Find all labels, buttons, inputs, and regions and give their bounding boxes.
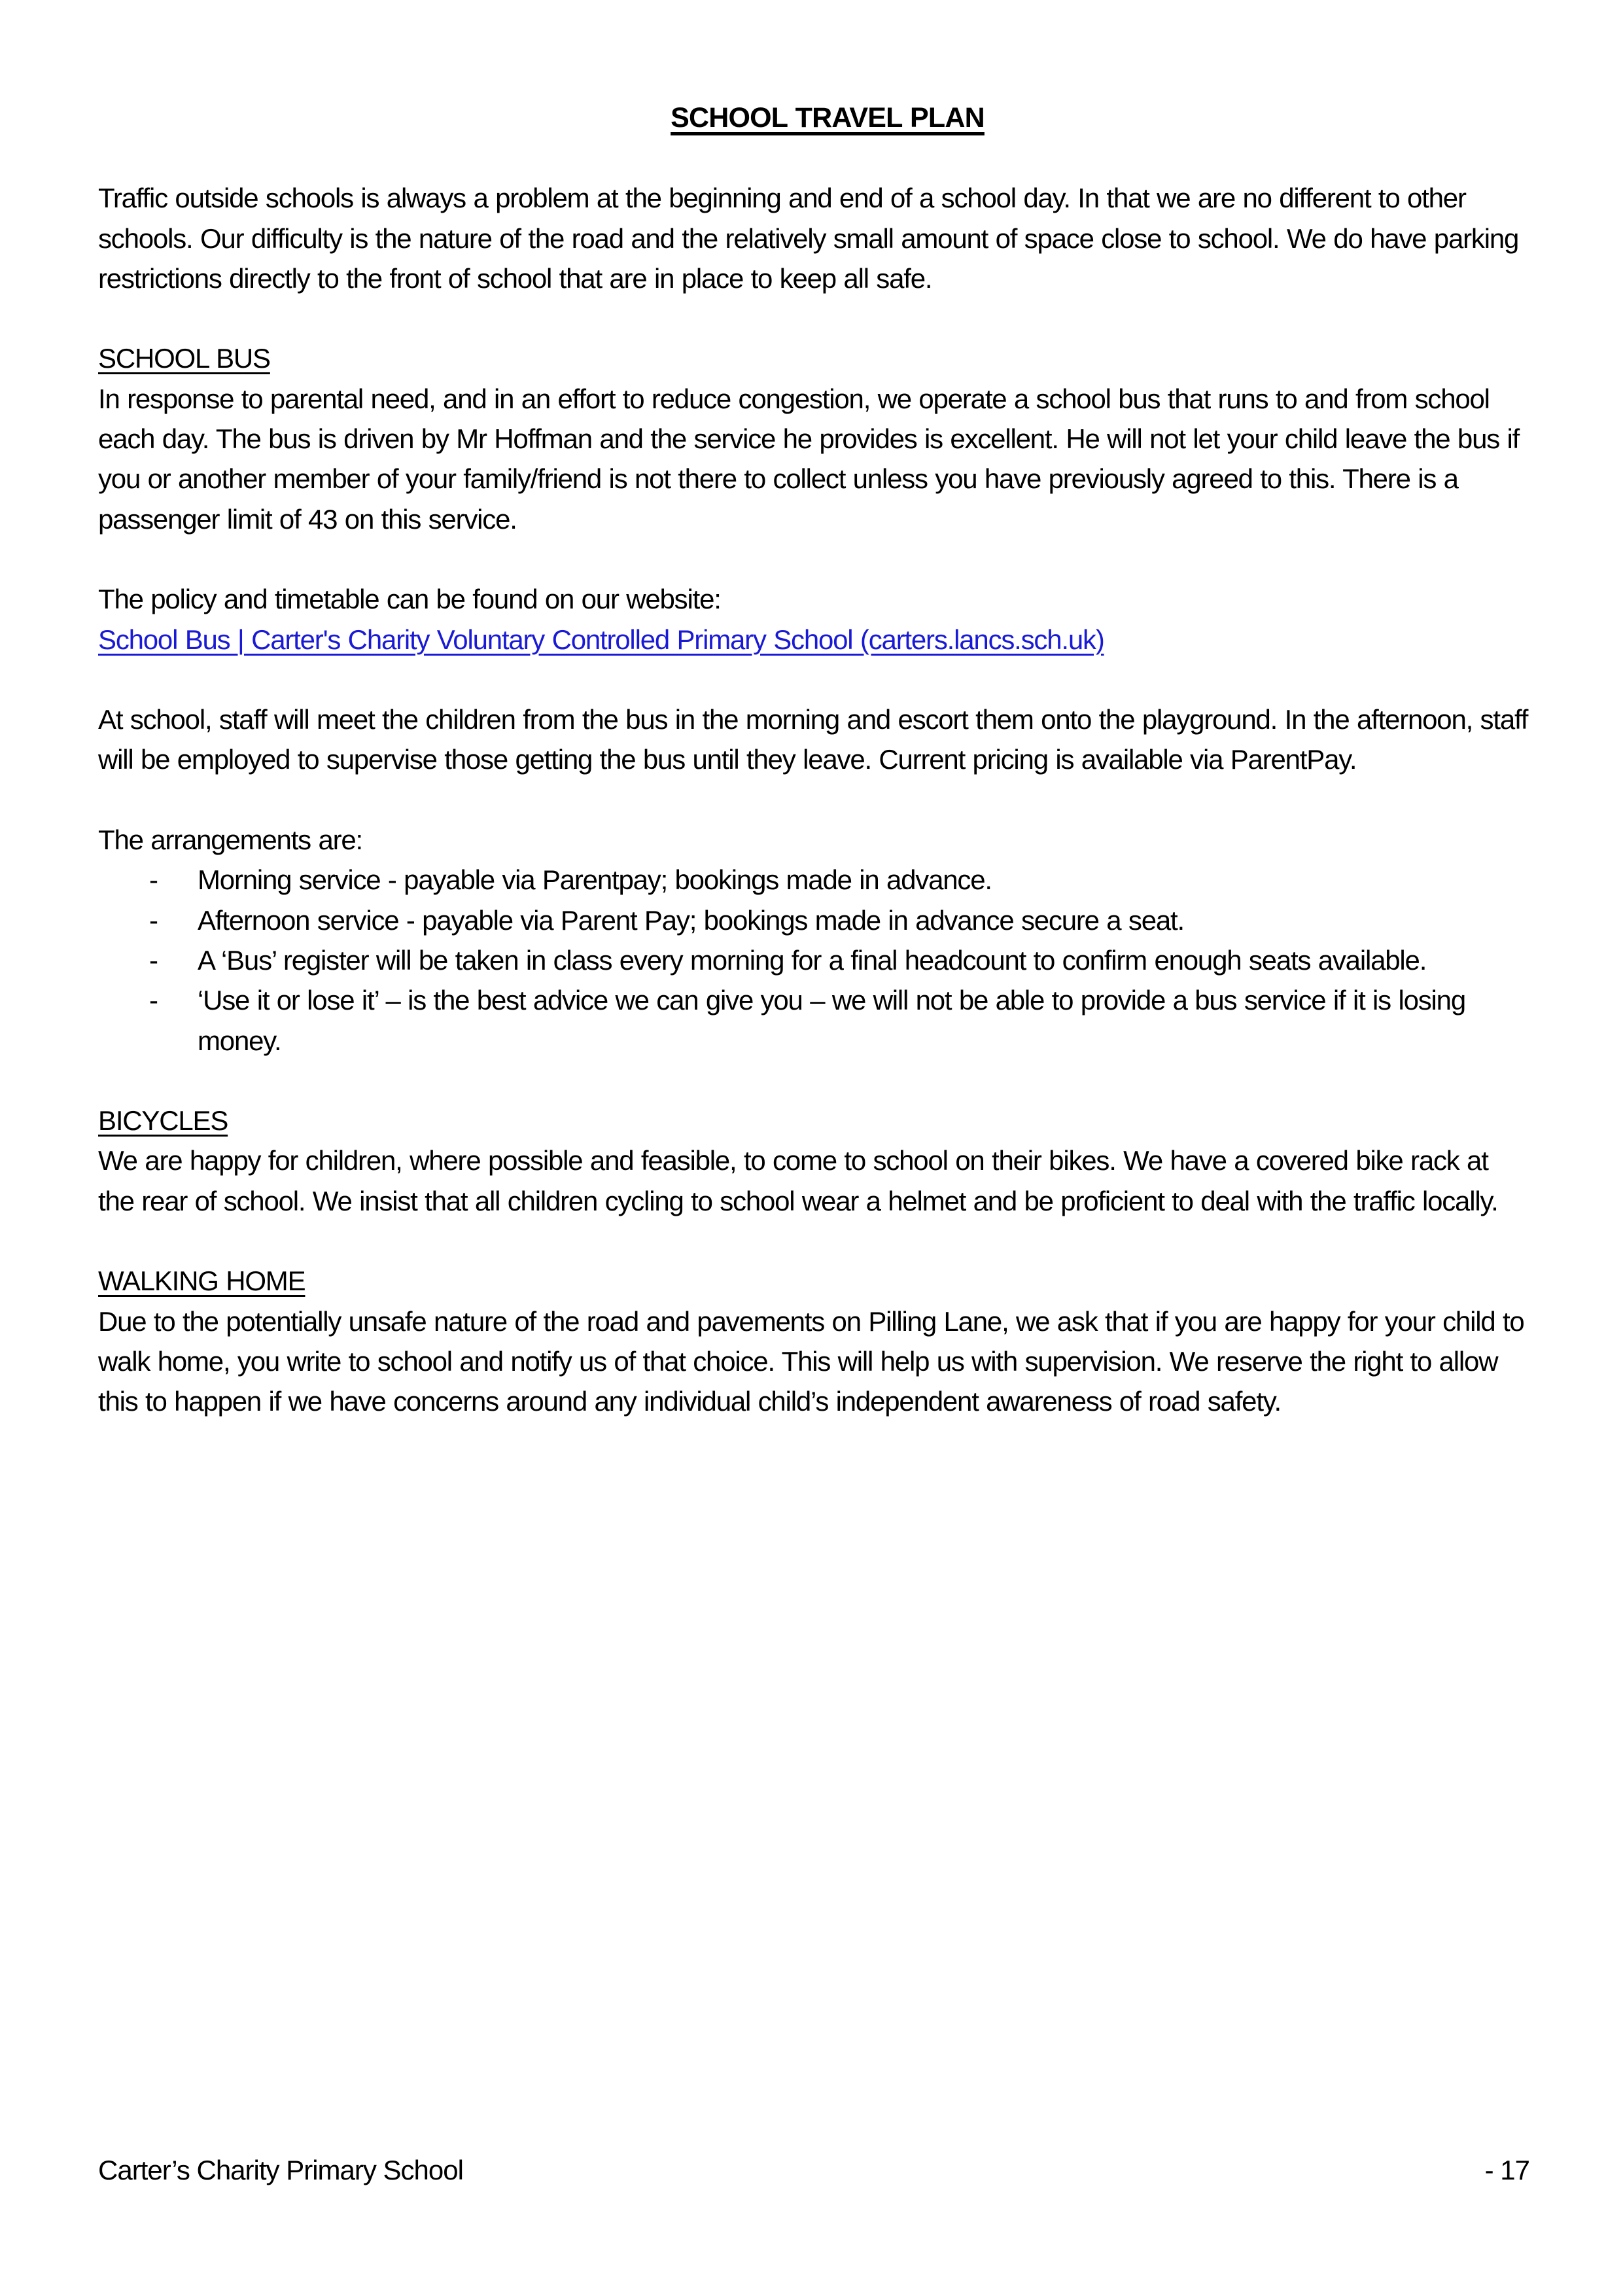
website-intro: The policy and timetable can be found on our website: bbox=[98, 584, 721, 615]
page-footer bbox=[98, 2155, 1529, 2186]
bicycles-heading: BICYCLES bbox=[98, 1105, 228, 1137]
spacer bbox=[98, 780, 1531, 820]
bicycles-section bbox=[98, 1101, 1531, 1221]
list-item-text: ‘Use it or lose it’ – is the best advice we can give you – we will not be able to provide a bus service if it is losing money. bbox=[198, 985, 1465, 1056]
spacer bbox=[98, 298, 1531, 338]
walking-home-section bbox=[98, 1261, 1531, 1421]
school-bus-section bbox=[98, 338, 1531, 1060]
dash-bullet-icon: - bbox=[149, 904, 158, 936]
school-bus-paragraph: In response to parental need, and in an effort to reduce congestion, we operate a school bus that runs to and from school each day. The bus is driven by Mr Hoffman and the service he provides is excellent. He will not let your child leave the bus if you or another member of your family/friend is not there to collect unless you have previously agreed to this. There is a passenger limit of 43 on this service. bbox=[98, 383, 1520, 535]
list-item bbox=[98, 940, 1531, 980]
intro-paragraph: Traffic outside schools is always a problem at the beginning and end of a school day. In that we are no different to other schools. Our difficulty is the nature of the road and the relatively small amount of space close to school. We do have parking restrictions directly to the front of school that are in place to keep all safe. bbox=[98, 183, 1519, 294]
list-item bbox=[98, 980, 1531, 1061]
dash-bullet-icon: - bbox=[149, 944, 158, 976]
page-title: SCHOOL TRAVEL PLAN bbox=[671, 102, 985, 133]
arrangements-intro: The arrangements are: bbox=[98, 824, 363, 856]
list-item-text: A ‘Bus’ register will be taken in class every morning for a final headcount to confirm enough seats available. bbox=[198, 944, 1427, 976]
list-item bbox=[98, 900, 1531, 940]
school-bus-heading: SCHOOL BUS bbox=[98, 343, 270, 374]
list-item-text: Morning service - payable via Parentpay; bookings made in advance. bbox=[198, 864, 992, 896]
spacer bbox=[98, 1221, 1531, 1261]
spacer bbox=[98, 539, 1531, 579]
arrangements-list bbox=[98, 860, 1531, 1060]
document-page bbox=[98, 98, 1531, 1422]
walking-home-paragraph: Due to the potentially unsafe nature of the road and pavements on Pilling Lane, we ask that if you are happy for your child to walk home, you write to school and notify us of that choice. This will help us with supervision. We reserve the right to allow this to happen if we have concerns around any individual child’s independent awareness of road safety. bbox=[98, 1305, 1524, 1417]
list-item-text: Afternoon service - payable via Parent Pay; bookings made in advance secure a seat. bbox=[198, 904, 1184, 936]
bicycles-paragraph: We are happy for children, where possible and feasible, to come to school on their bikes. We have a covered bike rack at the rear of school. We insist that all children cycling to school wear a helmet and be proficient to deal with the traffic locally. bbox=[98, 1145, 1498, 1216]
page-number: - 17 bbox=[1484, 2155, 1529, 2185]
spacer bbox=[98, 1061, 1531, 1101]
dash-bullet-icon: - bbox=[149, 864, 158, 896]
spacer bbox=[98, 660, 1531, 699]
dash-bullet-icon: - bbox=[149, 985, 158, 1016]
list-item bbox=[98, 860, 1531, 900]
staff-paragraph: At school, staff will meet the children from the bus in the morning and escort them onto the playground. In the afternoon, staff will be employed to supervise those getting the bus until they leave. Current pricing is available via ParentPay. bbox=[98, 704, 1528, 775]
walking-home-heading: WALKING HOME bbox=[98, 1265, 305, 1297]
school-bus-link[interactable]: School Bus | Carter's Charity Voluntary Controlled Primary School (carters.lancs.sch.uk) bbox=[98, 624, 1104, 655]
footer-school-name: Carter’s Charity Primary School bbox=[98, 2155, 463, 2185]
